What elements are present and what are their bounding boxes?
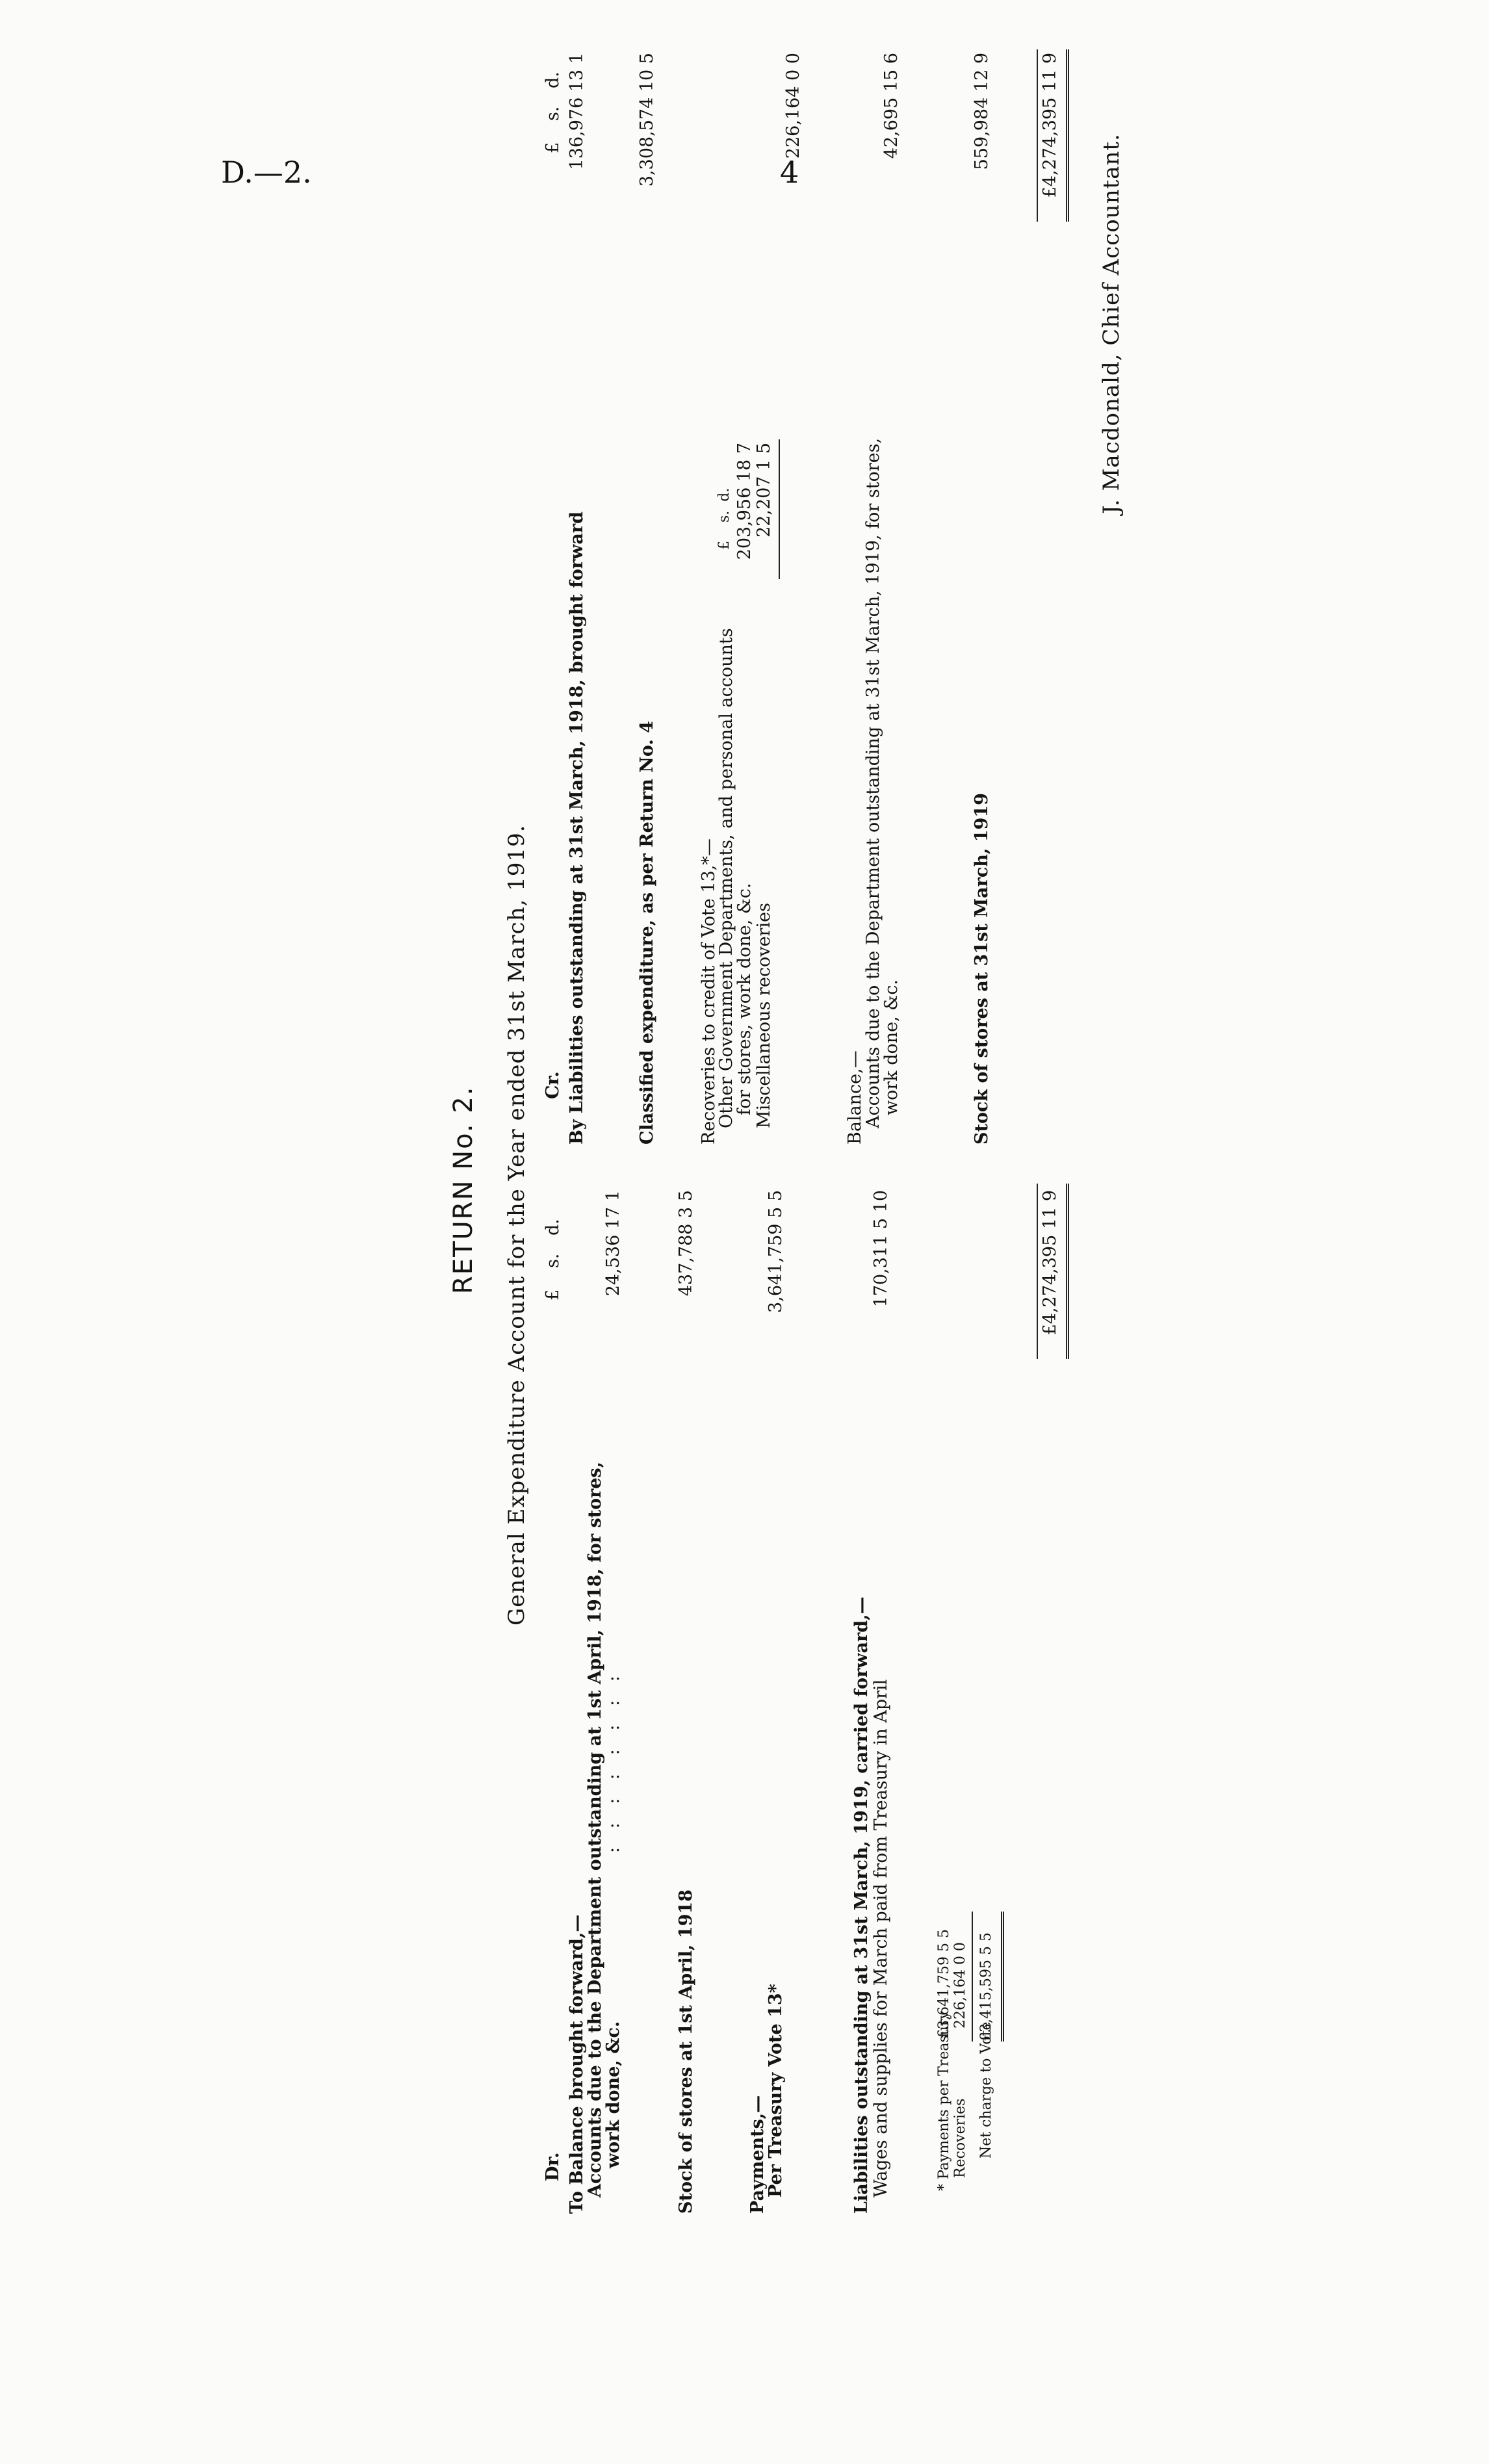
cr-recoveries-total: 226,164 0 0 bbox=[783, 53, 803, 159]
footnote-payments-label: * Payments per Treasury bbox=[936, 2011, 952, 2191]
dr-accounts-due-amount: 24,536 17 1 bbox=[603, 1190, 623, 1297]
footnote-rule bbox=[972, 1912, 973, 2042]
cr-stock-amount: 559,984 12 9 bbox=[972, 53, 992, 170]
dr-liabilities-line1: Liabilities outstanding at 31st March, 1919, carried forward,— bbox=[851, 1596, 872, 2214]
cr-other-govt-line2: for stores, work done, &c. bbox=[734, 883, 755, 1115]
dr-stock-amount: 437,788 3 5 bbox=[676, 1190, 696, 1297]
cr-shilling-col: s. bbox=[543, 106, 563, 121]
footnote-payments-amount: £3,641,759 5 5 bbox=[936, 1929, 952, 2038]
cr-liab-bf: By Liabilities outstanding at 31st March, 1918, brought forward bbox=[567, 511, 587, 1145]
cr-classified-amount: 3,308,574 10 5 bbox=[637, 53, 657, 187]
cr-total-double-rule bbox=[1066, 49, 1069, 222]
cr-heading: Cr. bbox=[543, 1071, 563, 1099]
dr-accounts-due-line2: work done, &c. bbox=[603, 2021, 623, 2168]
cr-stock: Stock of stores at 31st March, 1919 bbox=[972, 793, 992, 1145]
cr-classified: Classified expenditure, as per Return No. 4 bbox=[637, 721, 657, 1145]
dr-shilling-col: s. bbox=[543, 1253, 563, 1268]
return-title: RETURN No. 2. bbox=[448, 1085, 478, 1294]
dr-liabilities-amount: 170,311 5 10 bbox=[871, 1190, 891, 1308]
cr-liab-bf-amount: 136,976 13 1 bbox=[567, 53, 587, 170]
cr-other-govt-line1: Other Government Departments, and personal accounts bbox=[716, 628, 736, 1128]
cr-other-govt-amount: 203,956 18 7 bbox=[734, 443, 755, 560]
document-id: D.—2. bbox=[221, 155, 312, 190]
cr-pound-col: £ bbox=[543, 142, 563, 153]
page-number: 4 bbox=[780, 155, 799, 190]
dr-balance-bf: To Balance brought forward,— bbox=[567, 1914, 587, 2214]
cr-misc-amount: 22,207 1 5 bbox=[754, 443, 774, 538]
dr-pound-col: £ bbox=[543, 1289, 563, 1301]
footnote-recoveries-amount: 226,164 0 0 bbox=[952, 1942, 968, 2029]
cr-accounts-due-amount: 42,695 15 6 bbox=[881, 53, 901, 159]
dr-leader-dots: : : : : : : : : bbox=[603, 1669, 623, 1853]
cr-sub-money-cols: £ s. d. bbox=[716, 487, 732, 550]
cr-recoveries-rule bbox=[779, 439, 780, 579]
cr-accounts-due-line2: work done, &c. bbox=[881, 979, 901, 1115]
signature: J. Macdonald, Chief Accountant. bbox=[1098, 133, 1124, 514]
account-subtitle: General Expenditure Account for the Year ended 31st March, 1919. bbox=[504, 824, 530, 1626]
dr-payments: Payments,— bbox=[747, 2095, 768, 2214]
cr-recoveries: Recoveries to credit of Vote 13,*— bbox=[699, 838, 719, 1145]
footnote-double-rule bbox=[1001, 1912, 1004, 2042]
dr-pence-col: d. bbox=[543, 1219, 563, 1236]
cr-total-rule bbox=[1037, 49, 1038, 222]
dr-total: £4,274,395 11 9 bbox=[1040, 1190, 1060, 1336]
footnote-recoveries-label: Recoveries bbox=[952, 2098, 968, 2178]
cr-accounts-due-line1: Accounts due to the Department outstanding at 31st March, 1919, for stores, bbox=[863, 437, 883, 1128]
dr-total-rule bbox=[1037, 1184, 1038, 1359]
cr-pence-col: d. bbox=[543, 71, 563, 88]
dr-stock: Stock of stores at 1st April, 1918 bbox=[676, 1889, 696, 2214]
dr-per-treasury: Per Treasury Vote 13* bbox=[766, 1984, 786, 2198]
footnote-net-amount: £3,415,595 5 5 bbox=[978, 1932, 994, 2042]
dr-liabilities-line2: Wages and supplies for March paid from Treasury in April bbox=[871, 1679, 891, 2198]
cr-total: £4,274,395 11 9 bbox=[1040, 53, 1060, 198]
dr-accounts-due-line1: Accounts due to the Department outstanding at 1st April, 1918, for stores, bbox=[585, 1461, 605, 2198]
dr-heading: Dr. bbox=[543, 2152, 563, 2181]
dr-per-treasury-amount: 3,641,759 5 5 bbox=[766, 1190, 786, 1313]
dr-total-double-rule bbox=[1066, 1184, 1069, 1359]
cr-misc: Miscellaneous recoveries bbox=[754, 903, 774, 1128]
footnote-net-label: Net charge to Vote bbox=[978, 2021, 994, 2159]
cr-balance: Balance,— bbox=[845, 1050, 865, 1145]
